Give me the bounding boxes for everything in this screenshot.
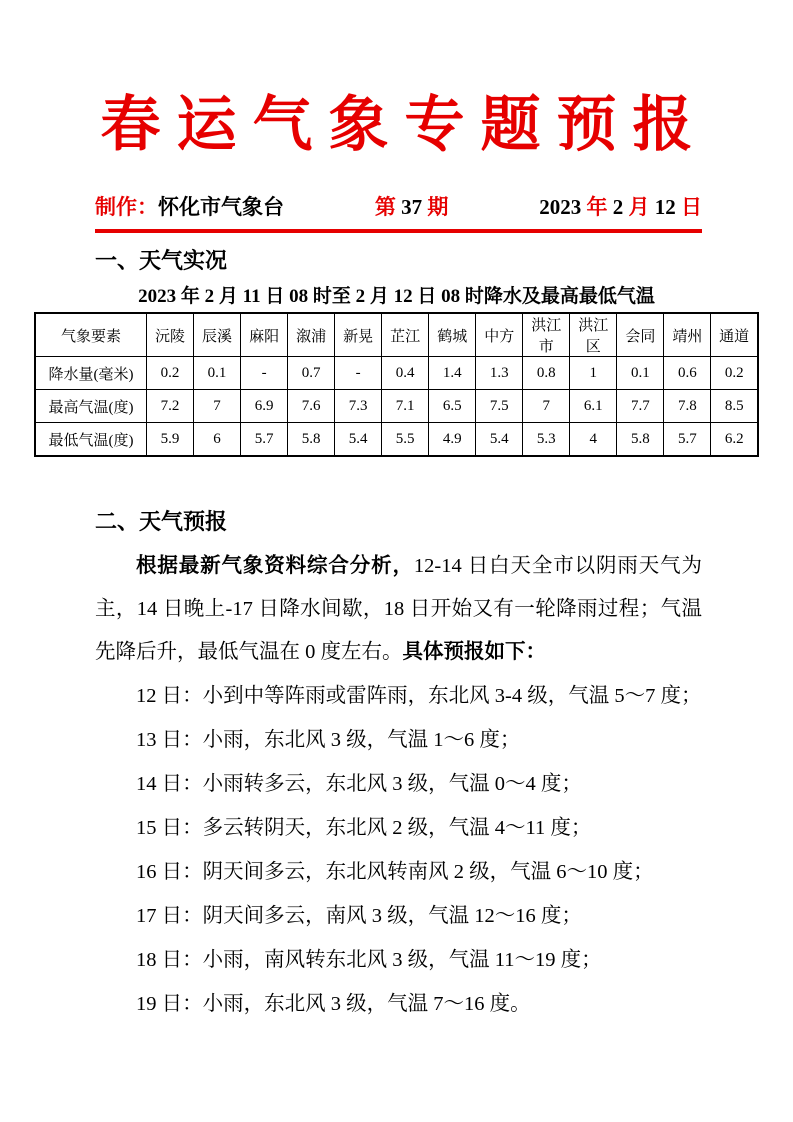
- intro-body: 12-14 日白天全市以阴雨天气为主，14 日晚上-17 日降水间歇，18 日开始又有一轮降雨过程；气温先降后升，最低气温在 0 度左右。: [95, 555, 703, 663]
- date-year-unit: 年: [586, 195, 608, 219]
- forecast-day-18: 18 日：小雨，南风转东北风 3 级，气温 11～19 度；: [136, 949, 602, 971]
- table-header-cell: 洪江区: [570, 313, 617, 357]
- table-cell: 1.4: [429, 357, 476, 390]
- table-cell: 6: [194, 423, 241, 457]
- table-cell: 7: [523, 390, 570, 423]
- forecast-day-17: 17 日：阴天间多云，南风 3 级，气温 12～16 度；: [136, 905, 582, 927]
- producer-label: 制作：: [95, 195, 158, 219]
- observation-table: [34, 312, 759, 457]
- issue-field: [375, 194, 449, 220]
- forecast-day-13: 13 日：小雨，东北风 3 级，气温 1～6 度；: [136, 729, 521, 751]
- table-header-row: [35, 313, 758, 357]
- table-cell: 1.3: [476, 357, 523, 390]
- table-header-cell: 气象要素: [35, 313, 147, 357]
- date-day-unit: 日: [681, 195, 702, 219]
- table-cell: 5.7: [664, 423, 711, 457]
- table-cell: 5.5: [382, 423, 429, 457]
- table-cell: 7: [194, 390, 241, 423]
- table-cell: 4.9: [429, 423, 476, 457]
- observation-table-title: 2023 年 2 月 11 日 08 时至 2 月 12 日 08 时降水及最高最低气温: [138, 286, 655, 307]
- table-header-cell: 洪江市: [523, 313, 570, 357]
- table-cell: 5.4: [476, 423, 523, 457]
- section2-heading: 二、天气预报: [95, 509, 228, 534]
- table-header-cell: 麻阳: [241, 313, 288, 357]
- table-cell: 5.7: [241, 423, 288, 457]
- table-cell: -: [335, 357, 382, 390]
- table-cell: 0.1: [617, 357, 664, 390]
- red-divider-rule: [95, 229, 702, 233]
- table-cell: 0.2: [147, 357, 194, 390]
- table-row: [35, 357, 758, 390]
- producer-value: 怀化市气象台: [158, 195, 284, 219]
- table-header-cell: 中方: [476, 313, 523, 357]
- table-cell: 5.3: [523, 423, 570, 457]
- table-cell: 4: [570, 423, 617, 457]
- forecast-day-14: 14 日：小雨转多云，东北风 3 级，气温 0～4 度；: [136, 773, 582, 795]
- table-cell: 1: [570, 357, 617, 390]
- table-cell: 7.2: [147, 390, 194, 423]
- row-label: 最低气温(度): [35, 423, 147, 457]
- table-header-cell: 靖州: [664, 313, 711, 357]
- table-cell: 5.4: [335, 423, 382, 457]
- date-field: [539, 194, 702, 220]
- forecast-day-12: 12 日：小到中等阵雨或雷阵雨，东北风 3-4 级，气温 5～7 度；: [136, 685, 702, 707]
- table-cell: 7.1: [382, 390, 429, 423]
- issue-number: 37: [395, 195, 428, 219]
- forecast-intro-paragraph: [95, 545, 702, 674]
- table-header-cell: 溆浦: [288, 313, 335, 357]
- table-header-cell: 沅陵: [147, 313, 194, 357]
- table-cell: 6.5: [429, 390, 476, 423]
- issue-prefix: 第: [374, 195, 396, 219]
- masthead-meta-row: [95, 194, 702, 220]
- table-cell: 7.8: [664, 390, 711, 423]
- producer-field: [95, 194, 284, 220]
- table-cell: 5.8: [288, 423, 335, 457]
- table-cell: 7.7: [617, 390, 664, 423]
- date-day: 12: [649, 195, 681, 219]
- document-title: 春运气象专题预报: [100, 90, 709, 160]
- issue-suffix: 期: [427, 195, 449, 219]
- table-cell: 5.9: [147, 423, 194, 457]
- table-header-cell: 会同: [617, 313, 664, 357]
- table-cell: 6.2: [711, 423, 758, 457]
- table-cell: -: [241, 357, 288, 390]
- table-cell: 0.1: [194, 357, 241, 390]
- row-label: 降水量(毫米): [35, 357, 147, 390]
- table-cell: 0.4: [382, 357, 429, 390]
- table-header-cell: 辰溪: [194, 313, 241, 357]
- table-header-cell: 芷江: [382, 313, 429, 357]
- table-cell: 0.7: [288, 357, 335, 390]
- table-row: [35, 423, 758, 457]
- table-cell: 7.3: [335, 390, 382, 423]
- table-header-cell: 通道: [711, 313, 758, 357]
- intro-lead-bold: 根据最新气象资料综合分析，: [136, 555, 414, 577]
- table-cell: 5.8: [617, 423, 664, 457]
- table-header-cell: 鹤城: [429, 313, 476, 357]
- intro-tail-bold: 具体预报如下：: [402, 641, 546, 663]
- date-month: 2: [607, 195, 629, 219]
- table-cell: 8.5: [711, 390, 758, 423]
- section1-heading: 一、天气实况: [95, 248, 228, 273]
- table-cell: 7.5: [476, 390, 523, 423]
- table-header-cell: 新晃: [335, 313, 382, 357]
- date-year: 2023: [539, 195, 587, 219]
- row-label: 最高气温(度): [35, 390, 147, 423]
- table-cell: 0.6: [664, 357, 711, 390]
- forecast-day-19: 19 日：小雨，东北风 3 级，气温 7～16 度。: [136, 993, 531, 1015]
- forecast-day-16: 16 日：阴天间多云，东北风转南风 2 级，气温 6～10 度；: [136, 861, 654, 883]
- table-cell: 0.2: [711, 357, 758, 390]
- table-cell: 6.9: [241, 390, 288, 423]
- table-cell: 6.1: [570, 390, 617, 423]
- date-month-unit: 月: [628, 195, 650, 219]
- table-cell: 7.6: [288, 390, 335, 423]
- forecast-day-15: 15 日：多云转阴天，东北风 2 级，气温 4～11 度；: [136, 817, 592, 839]
- table-row: [35, 390, 758, 423]
- table-cell: 0.8: [523, 357, 570, 390]
